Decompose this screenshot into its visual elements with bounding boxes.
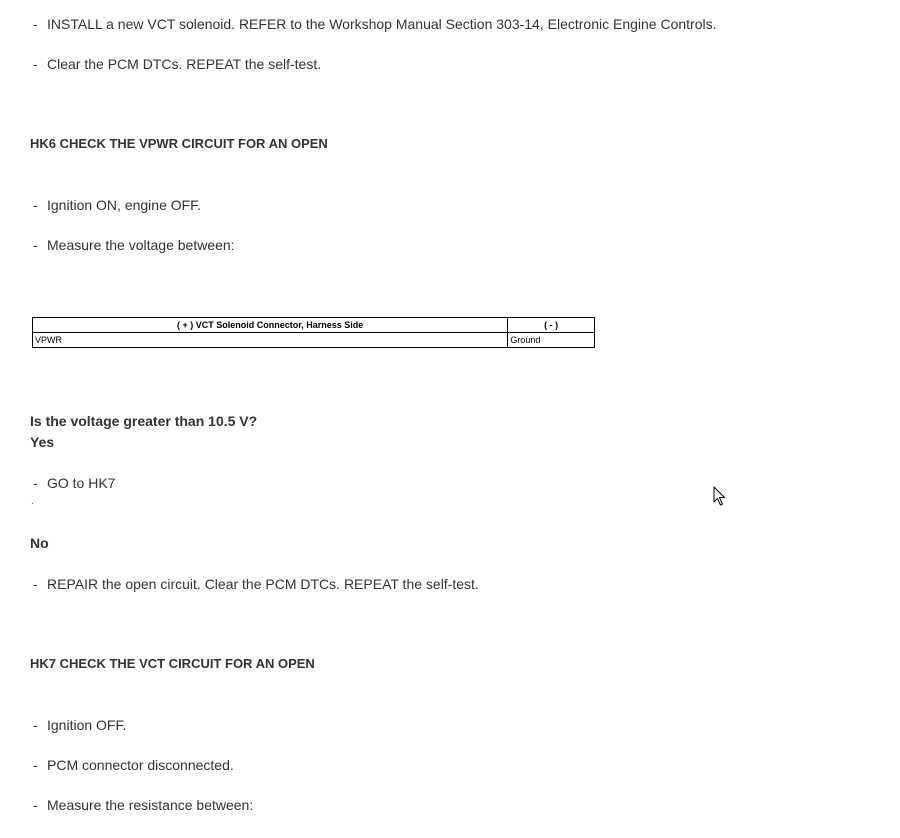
step-text: PCM connector disconnected. — [47, 757, 234, 773]
no-step-repair-open-circuit — [30, 575, 479, 593]
hk7-step-ignition-off — [30, 716, 126, 734]
hk6-step-measure-voltage — [30, 236, 235, 254]
bullet-dash: - — [33, 16, 38, 32]
table-cell-positive: VPWR — [33, 333, 508, 348]
step-text: Clear the PCM DTCs. REPEAT the self-test. — [47, 56, 322, 72]
step-text: Ignition OFF. — [47, 717, 127, 733]
bullet-dash: - — [33, 717, 38, 733]
table-cell-negative: Ground — [508, 333, 595, 348]
step-install-vct-solenoid — [30, 15, 716, 33]
step-text: Measure the resistance between: — [47, 797, 254, 813]
step-text: Ignition ON, engine OFF. — [47, 197, 202, 213]
bullet-dash: - — [33, 576, 38, 592]
table-header-positive: ( + ) VCT Solenoid Connector, Harness Side — [33, 318, 508, 333]
step-text: GO to HK7 — [47, 475, 116, 491]
step-text: INSTALL a new VCT solenoid. REFER to the Workshop Manual Section 303-14, Electronic Engine Controls. — [47, 16, 717, 32]
bullet-dash: - — [33, 237, 38, 253]
yes-label: Yes — [30, 434, 55, 450]
step-clear-pcm-dtcs — [30, 55, 321, 73]
hk6-heading: HK6 CHECK THE VPWR CIRCUIT FOR AN OPEN — [30, 136, 328, 151]
step-text: Measure the voltage between: — [47, 237, 235, 253]
yes-step-go-to-hk7 — [30, 474, 115, 492]
table-row — [33, 333, 595, 348]
bullet-dash: - — [33, 56, 38, 72]
stray-dot: . — [31, 496, 34, 507]
bullet-dash: - — [33, 475, 38, 491]
hk7-heading: HK7 CHECK THE VCT CIRCUIT FOR AN OPEN — [30, 656, 315, 671]
bullet-dash: - — [33, 197, 38, 213]
step-text: REPAIR the open circuit. Clear the PCM DTCs. REPEAT the self-test. — [47, 576, 479, 592]
bullet-dash: - — [33, 797, 38, 813]
voltage-measurement-table — [32, 317, 595, 348]
bullet-dash: - — [33, 757, 38, 773]
hk6-question: Is the voltage greater than 10.5 V? — [30, 413, 258, 429]
mouse-pointer-icon — [713, 486, 727, 506]
no-label: No — [30, 535, 49, 551]
table-header-negative: ( - ) — [508, 318, 595, 333]
hk7-step-measure-resistance — [30, 796, 253, 814]
hk6-step-ignition — [30, 196, 201, 214]
table-header-row — [33, 318, 595, 333]
hk7-step-pcm-disconnected — [30, 756, 234, 774]
